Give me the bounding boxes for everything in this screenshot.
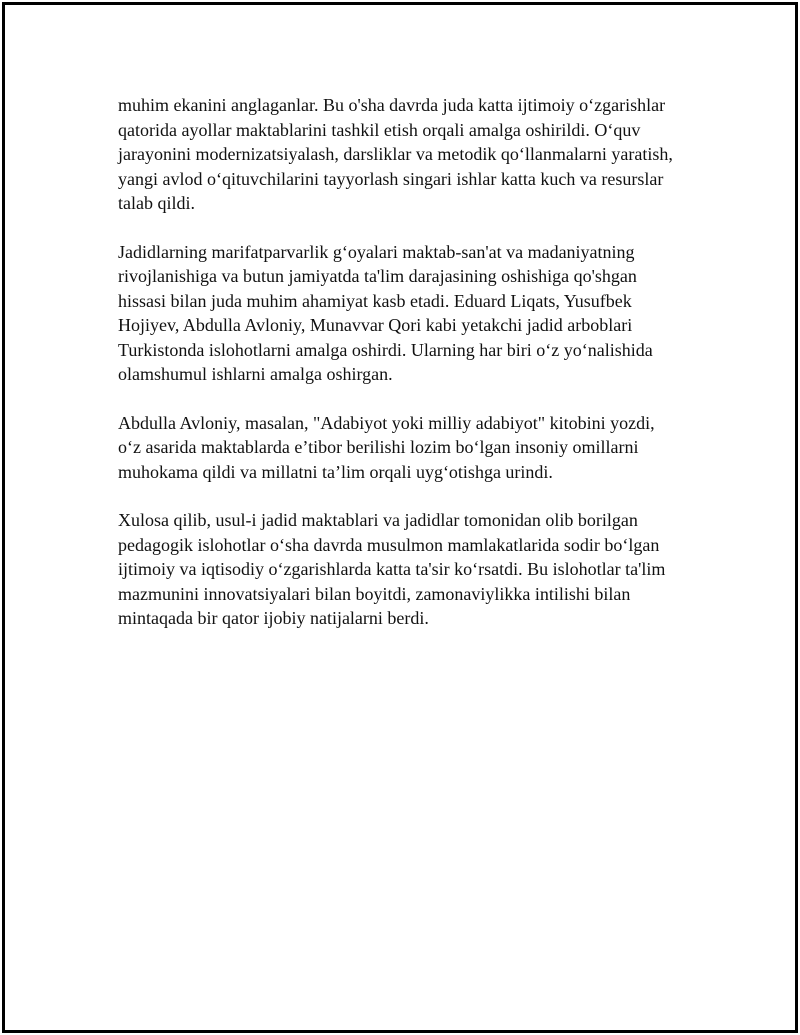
- text-line: jarayonini modernizatsiyalash, darsliklar va metodik qo‘llanmalarni yaratish,: [118, 144, 673, 164]
- text-line: Xulosa qilib, usul-i jadid maktablari va jadidlar tomonidan olib borilgan: [118, 510, 638, 530]
- text-line: mazmunini innovatsiyalari bilan boyitdi, zamonaviylikka intilishi bilan: [118, 583, 631, 604]
- text-line: Hojiyev, Abdulla Avloniy, Munavvar Qori kabi yetakchi jadid arboblari: [118, 315, 633, 335]
- text-line: mintaqada bir qator ijobiy natijalarni berdi.: [118, 608, 429, 628]
- document-body: [118, 93, 698, 655]
- text-line: Abdulla Avloniy, masalan, "Adabiyot yoki milliy adabiyot" kitobini yozdi,: [118, 412, 655, 433]
- text-line: hissasi bilan juda muhim ahamiyat kasb etadi. Eduard Liqats, Yusufbek: [118, 290, 632, 311]
- text-line: muhim ekanini anglaganlar. Bu o'sha davrda juda katta ijtimoiy o‘zgarishlar: [118, 95, 666, 115]
- text-line: yangi avlod o‘qituvchilarini tayyorlash singari ishlar katta kuch va resurslar: [118, 168, 664, 189]
- text-line: qatorida ayollar maktablarini tashkil etish orqali amalga oshirildi. O‘quv: [118, 119, 641, 140]
- text-line: olamshumul ishlarni amalga oshirgan.: [118, 364, 393, 384]
- text-line: pedagogik islohotlar o‘sha davrda musulmon mamlakatlarida sodir bo‘lgan: [118, 534, 660, 555]
- paragraph-1: [118, 93, 698, 216]
- paragraph-2: [118, 240, 698, 387]
- text-line: Turkistonda islohotlarni amalga oshirdi. Ularning har biri o‘z yo‘nalishida: [118, 339, 653, 360]
- text-line: Jadidlarning marifatparvarlik g‘oyalari maktab-san'at va madaniyatning: [118, 241, 635, 262]
- paragraph-3: [118, 411, 698, 485]
- text-line: rivojlanishiga va butun jamiyatda ta'lim darajasining oshishiga qo'shgan: [118, 266, 637, 286]
- text-line: ijtimoiy va iqtisodiy o‘zgarishlarda katta ta'sir ko‘rsatdi. Bu islohotlar ta'lim: [118, 559, 666, 579]
- text-line: muhokama qildi va millatni ta’lim orqali uyg‘otishga urindi.: [118, 461, 553, 482]
- text-line: o‘z asarida maktablarda e’tibor berilishi lozim bo‘lgan insoniy omillarni: [118, 437, 639, 457]
- text-line: talab qildi.: [118, 193, 195, 213]
- paragraph-4: [118, 508, 698, 631]
